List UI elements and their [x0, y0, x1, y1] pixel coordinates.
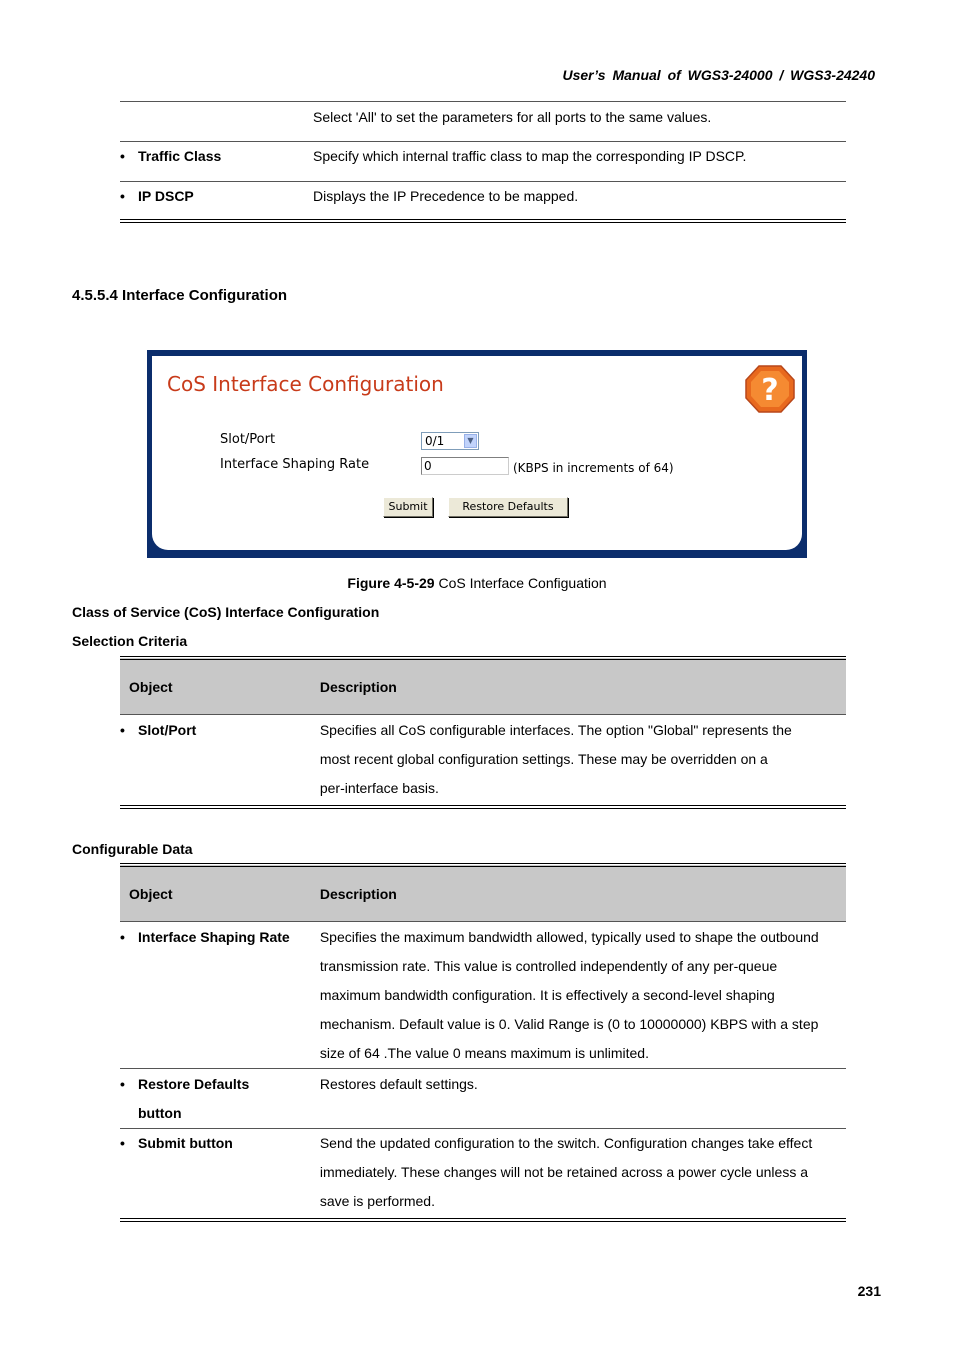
configurable-data-table: [120, 863, 846, 1222]
selection-criteria-heading: Selection Criteria: [72, 633, 188, 649]
figure-number: Figure 4-5-29: [347, 575, 435, 591]
figure-caption: [0, 575, 954, 591]
question-mark-octagon-icon[interactable]: [744, 364, 796, 414]
object-cell: Interface Shaping Rate: [138, 929, 290, 945]
table-header-row: [120, 658, 846, 715]
slot-port-value: 0/1: [425, 434, 445, 448]
description-cell: Specify which internal traffic class to map the corresponding IP DSCP.: [313, 148, 747, 164]
description-cell: Specifies all CoS configurable interfaces. The option "Global" represents the most recent global configuration settings. These may be overridden on a per-interface basis.: [319, 722, 792, 796]
column-header-object: Object: [120, 865, 320, 922]
page-number: 231: [857, 1283, 881, 1299]
column-header-description: Description: [320, 865, 846, 922]
object-cell: IP DSCP: [138, 188, 194, 204]
slot-port-select[interactable]: [421, 432, 479, 450]
description-cell: Send the updated configuration to the switch. Configuration changes take effect immediately. These changes will not be retained across a power cycle unless a save is performed.: [319, 1135, 813, 1209]
top-parameter-table: [120, 101, 846, 223]
object-cell: Restore Defaults: [138, 1076, 250, 1092]
bullet-icon: •: [120, 188, 125, 204]
column-header-description: Description: [320, 658, 846, 715]
selection-criteria-table: [120, 656, 846, 809]
chevron-down-icon[interactable]: ▼: [464, 434, 477, 448]
bullet-icon: •: [120, 929, 125, 945]
slot-port-label: Slot/Port: [220, 432, 276, 447]
object-cell: Submit button: [138, 1135, 233, 1151]
object-cell: Slot/Port: [138, 722, 197, 738]
table-header-row: [120, 865, 846, 922]
description-cell: Specifies the maximum bandwidth allowed, typically used to shape the outbound transmission rate. This value is controlled independently of any per-queue maximum bandwidth configuration. It is effectively a second-level shaping mechanism. Default value is 0. Valid Range is (0 to 10000000) KBPS with a step size of 64 .The value 0 means maximum is unlimited.: [319, 929, 819, 1061]
screenshot-title: CoS Interface Configuration: [167, 372, 444, 396]
table-row: [120, 1069, 846, 1129]
table-row: [120, 142, 846, 182]
table-row: [120, 715, 846, 808]
figure-caption-text: CoS Interface Configuation: [434, 575, 607, 591]
table-row: [120, 182, 846, 222]
table-row: [120, 1129, 846, 1221]
bullet-icon: •: [120, 1076, 125, 1092]
column-header-object: Object: [120, 658, 320, 715]
interface-shaping-rate-label: Interface Shaping Rate: [220, 457, 370, 472]
shaping-rate-hint: (KBPS in increments of 64): [513, 461, 674, 475]
cos-interface-screenshot: [147, 350, 807, 558]
svg-text:?: ?: [761, 373, 779, 408]
section-heading: 4.5.5.4 Interface Configuration: [72, 287, 288, 304]
bullet-icon: •: [120, 1135, 125, 1151]
bullet-icon: •: [120, 722, 125, 738]
screenshot-content: [152, 356, 802, 550]
description-cell: Select 'All' to set the parameters for all ports to the same values.: [313, 109, 712, 125]
configurable-data-heading: Configurable Data: [72, 841, 193, 857]
restore-defaults-button[interactable]: Restore Defaults: [448, 497, 568, 517]
description-cell: Restores default settings.: [319, 1076, 478, 1092]
cos-heading: Class of Service (CoS) Interface Configuration: [72, 604, 380, 620]
table-row: [120, 102, 846, 142]
table-row: [120, 922, 846, 1069]
manual-header-title: User’s Manual of WGS3-24000 / WGS3-24240: [562, 67, 875, 83]
object-cell: Traffic Class: [138, 148, 222, 164]
interface-shaping-rate-input[interactable]: 0: [421, 457, 509, 475]
description-cell: Displays the IP Precedence to be mapped.: [313, 188, 579, 204]
submit-button[interactable]: Submit: [383, 497, 433, 517]
bullet-icon: •: [120, 148, 125, 164]
object-cell-continuation: button: [138, 1105, 182, 1121]
